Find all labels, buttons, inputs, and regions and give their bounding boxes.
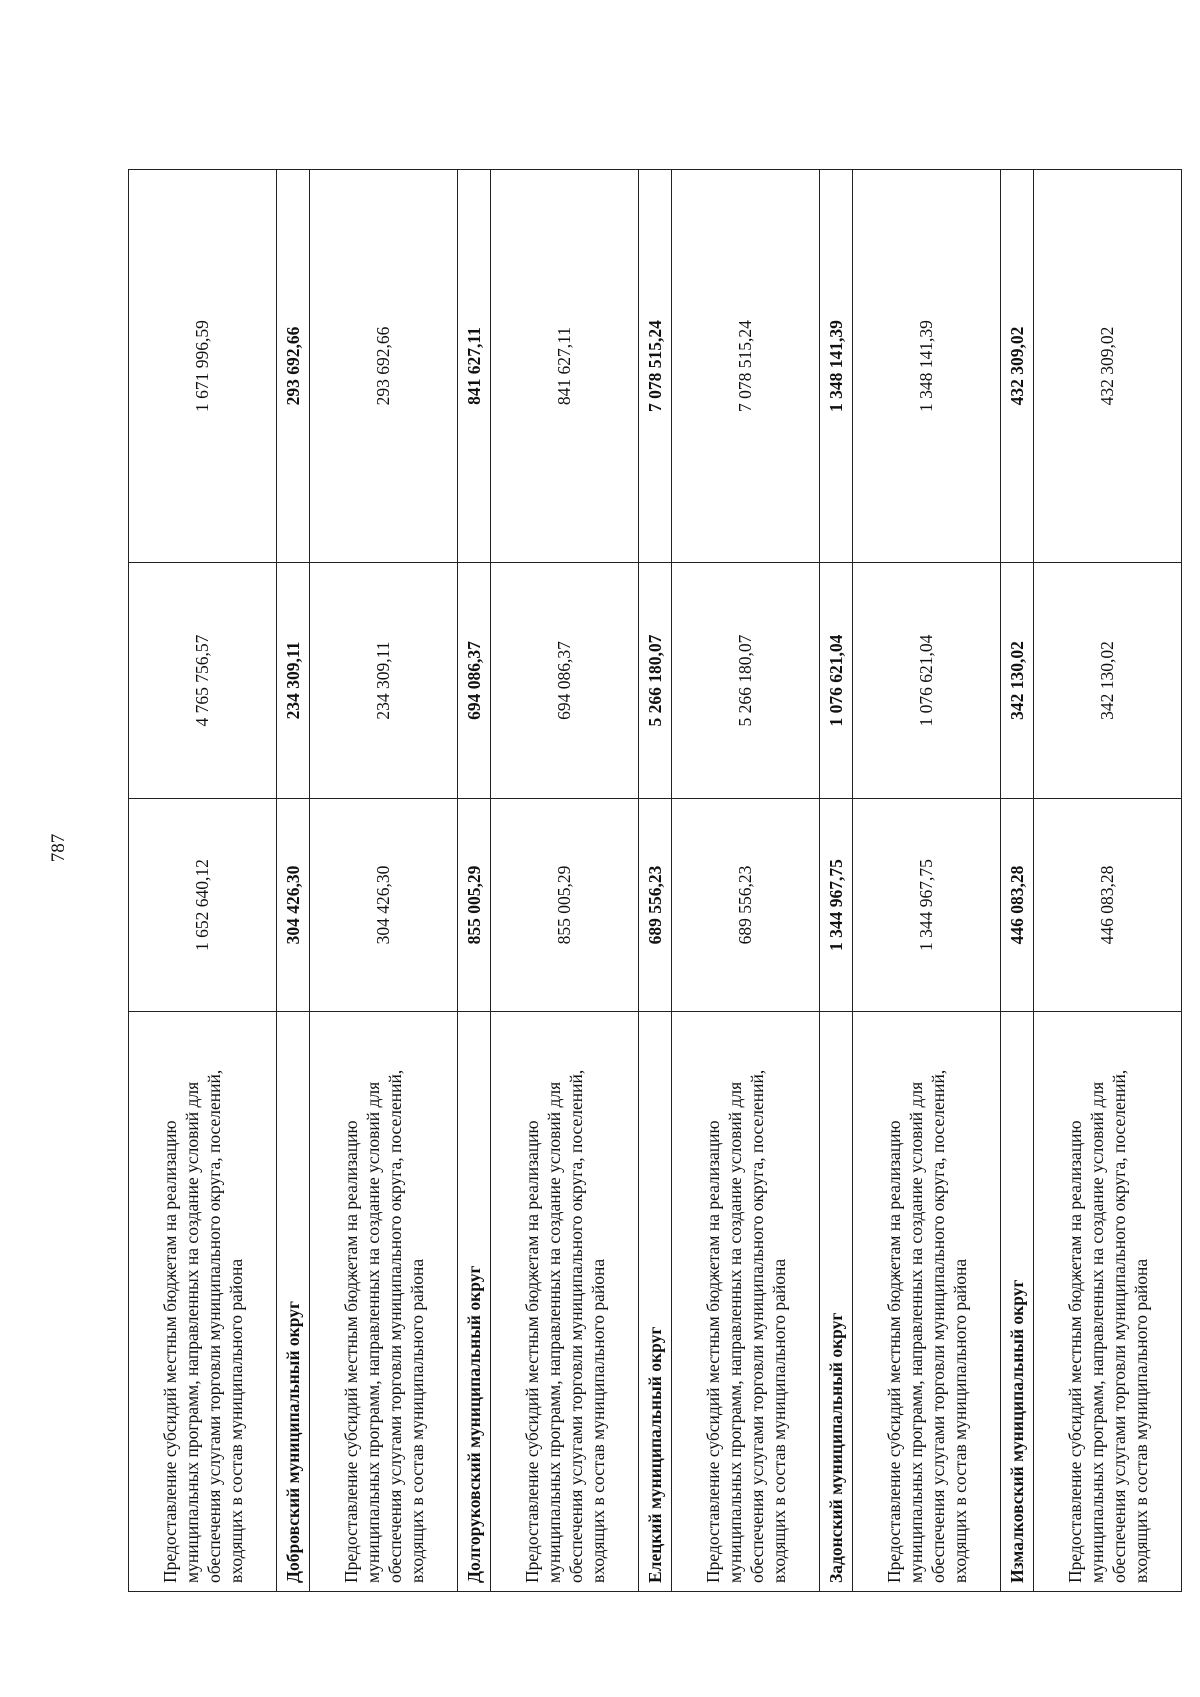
subsidy-row [1034, 170, 1182, 1592]
page-number: 787 [48, 833, 69, 863]
amount-cell-3: 1 348 141,39 [853, 170, 1001, 563]
district-row [820, 170, 853, 1592]
subsidy-row [672, 170, 820, 1592]
district-name-cell: Измалковский муниципальный округ [1001, 1012, 1034, 1592]
subsidy-description-cell: Предоставление субсидий местным бюджетам на реализацию муниципальных программ, направленных на создание условий для обеспечения услугами торговли муниципального округа, поселений, входящих в состав муниципального района [129, 1012, 277, 1592]
subsidy-row [853, 170, 1001, 1592]
amount-cell-2: 694 086,37 [491, 563, 639, 799]
amount-cell-1: 855 005,29 [491, 799, 639, 1012]
amount-cell-1: 1 344 967,75 [820, 799, 853, 1012]
amount-cell-3: 293 692,66 [310, 170, 458, 563]
amount-cell-2: 5 266 180,07 [672, 563, 820, 799]
amount-cell-1: 855 005,29 [458, 799, 491, 1012]
district-row [277, 170, 310, 1592]
district-row [458, 170, 491, 1592]
amount-cell-3: 7 078 515,24 [672, 170, 820, 563]
district-name-cell: Долгоруковский муниципальный округ [458, 1012, 491, 1592]
amount-cell-2: 694 086,37 [458, 563, 491, 799]
amount-cell-2: 5 266 180,07 [639, 563, 672, 799]
amount-cell-3: 293 692,66 [277, 170, 310, 563]
subsidy-description-cell: Предоставление субсидий местным бюджетам на реализацию муниципальных программ, направленных на создание условий для обеспечения услугами торговли муниципального округа, поселений, входящих в состав муниципального района [491, 1012, 639, 1592]
amount-cell-1: 304 426,30 [277, 799, 310, 1012]
district-row [1001, 170, 1034, 1592]
subsidy-description-cell: Предоставление субсидий местным бюджетам на реализацию муниципальных программ, направленных на создание условий для обеспечения услугами торговли муниципального округа, поселений, входящих в состав муниципального района [853, 1012, 1001, 1592]
amount-cell-1: 689 556,23 [639, 799, 672, 1012]
amount-cell-3: 841 627,11 [458, 170, 491, 563]
budget-table-wrapper [128, 170, 1151, 1592]
subsidy-row [129, 170, 277, 1592]
amount-cell-2: 342 130,02 [1034, 563, 1182, 799]
amount-cell-3: 432 309,02 [1034, 170, 1182, 563]
amount-cell-1: 446 083,28 [1034, 799, 1182, 1012]
subsidy-description-cell: Предоставление субсидий местным бюджетам на реализацию муниципальных программ, направленных на создание условий для обеспечения услугами торговли муниципального округа, поселений, входящих в состав муниципального района [672, 1012, 820, 1592]
amount-cell-2: 234 309,11 [277, 563, 310, 799]
amount-cell-3: 841 627,11 [491, 170, 639, 563]
amount-cell-1: 689 556,23 [672, 799, 820, 1012]
amount-cell-3: 1 671 996,59 [129, 170, 277, 563]
amount-cell-1: 1 344 967,75 [853, 799, 1001, 1012]
district-name-cell: Добровский муниципальный округ [277, 1012, 310, 1592]
amount-cell-2: 234 309,11 [310, 563, 458, 799]
subsidy-description-cell: Предоставление субсидий местным бюджетам на реализацию муниципальных программ, направленных на создание условий для обеспечения услугами торговли муниципального округа, поселений, входящих в состав муниципального района [310, 1012, 458, 1592]
subsidy-row [491, 170, 639, 1592]
district-row [639, 170, 672, 1592]
amount-cell-1: 1 652 640,12 [129, 799, 277, 1012]
budget-table [128, 169, 1182, 1592]
amount-cell-1: 446 083,28 [1001, 799, 1034, 1012]
subsidy-description-cell: Предоставление субсидий местным бюджетам на реализацию муниципальных программ, направленных на создание условий для обеспечения услугами торговли муниципального округа, поселений, входящих в состав муниципального района [1034, 1012, 1182, 1592]
budget-table-body [129, 170, 1182, 1592]
amount-cell-2: 4 765 756,57 [129, 563, 277, 799]
amount-cell-2: 1 076 621,04 [820, 563, 853, 799]
subsidy-row [310, 170, 458, 1592]
amount-cell-3: 1 348 141,39 [820, 170, 853, 563]
amount-cell-2: 1 076 621,04 [853, 563, 1001, 799]
amount-cell-2: 342 130,02 [1001, 563, 1034, 799]
district-name-cell: Задонский муниципальный округ [820, 1012, 853, 1592]
amount-cell-3: 7 078 515,24 [639, 170, 672, 563]
amount-cell-1: 304 426,30 [310, 799, 458, 1012]
district-name-cell: Елецкий муниципальный округ [639, 1012, 672, 1592]
amount-cell-3: 432 309,02 [1001, 170, 1034, 563]
